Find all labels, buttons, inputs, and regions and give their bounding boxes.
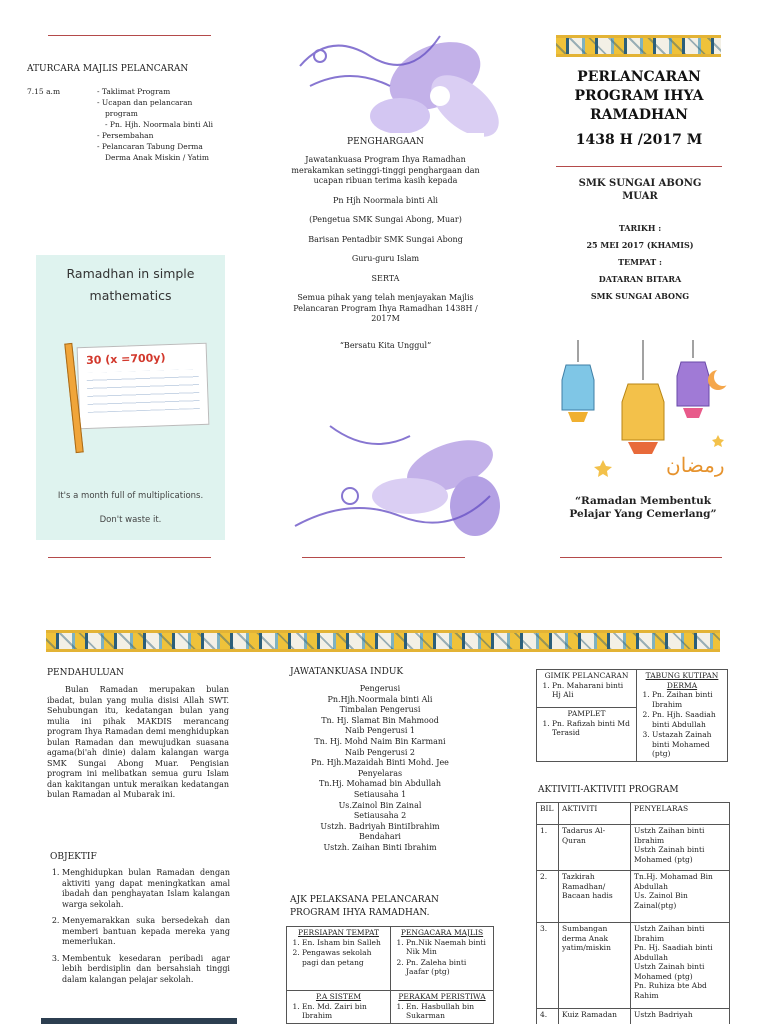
pamplet-cell	[537, 708, 637, 762]
cover-title-line: PROGRAM IHYA	[574, 88, 704, 104]
event-details	[550, 222, 730, 302]
thanks-line: Barisan Pentadbir SMK Sungai Abong	[308, 234, 463, 244]
table-row	[537, 1009, 730, 1024]
objektif-list	[50, 868, 230, 986]
aturcara-item: - Pelancaran Tabung Derma	[97, 142, 203, 151]
committee-line: Pn. Hjh.Mazaidah Binti Mohd. Jee	[311, 758, 449, 768]
thanks-line: (Pengetua SMK Sungai Abong, Muar)	[309, 215, 462, 224]
aturcara-item: - Taklimat Program	[97, 87, 171, 96]
svg-text:رمضان: رمضان	[666, 453, 725, 477]
cover-title-line: RAMADHAN	[590, 107, 688, 123]
committee-line: Pn.Hjh.Noormala binti Ali	[327, 694, 433, 704]
row-activity: Kuiz Ramadan	[559, 1009, 631, 1024]
thanks-line: Guru-guru Islam	[351, 254, 420, 263]
committee-line: Tn. Hj. Mohd Naim Bin Karmani	[314, 736, 446, 746]
penghargaan-para2: Semua pihak yang telah menjayakan Majlis Pelancaran Program Ihya Ramadhan 1438H / 2017M	[293, 293, 478, 323]
pendahuluan-heading: PENDAHULUAN	[47, 668, 124, 678]
jawatankuasa-heading: JAWATANKUASA INDUK	[290, 667, 404, 677]
ajk-member: 1. En. Isham bin Salleh	[302, 938, 387, 948]
aktiviti-heading: AKTIVITI-AKTIVITI PROGRAM	[538, 785, 679, 795]
tabung-member: 1. Pn. Zaihan binti Ibrahim	[652, 690, 724, 709]
ajk-member: 2. Pn. Zaleha binti Jaafar (ptg)	[406, 958, 490, 977]
ajk-heading	[290, 894, 439, 920]
ajk-cell-title: P.A SISTEM	[315, 992, 362, 1001]
thanks-line: SERTA	[371, 273, 400, 283]
pendahuluan-body: Bulan Ramadan merupakan bulan ibadat, bulan yang mulia disisi Allah SWT. Sehubungan itu, kedatangan bulan yang mulia ini pihak MAKDIS merancang program Ihya Ramadan demi menghidupkan bulan Ramadan dan mewujudkan suasana agama(bi'ah dinie) dalam kalangan warga SMK Sungai Abong Muar. Pengisian program ini melibatkan semua guru Islam dan kakitangan untuk meraikan kedatangan bulan Ramadan al Mubarak ini.	[47, 685, 229, 799]
row-coordinator: Tn.Hj. Mohamad Bin Abdullah Us. Zainol Bin Zainal(ptg)	[631, 871, 730, 923]
aturcara-item: - Ucapan dan pelancaran	[97, 98, 193, 107]
row-bil: 1.	[537, 825, 559, 871]
table-row	[537, 923, 730, 1009]
aturcara-heading: ATURCARA MAJLIS PELANCARAN	[27, 64, 189, 74]
committee-line: Ustzh. Zaihan Binti Ibrahim	[323, 842, 437, 852]
aktiviti-table	[536, 802, 730, 1024]
ramadhan-math-card	[36, 255, 225, 540]
gimik-tabung-table	[536, 669, 728, 762]
ajk-heading-line: PROGRAM IHYA RAMADHAN.	[290, 908, 430, 918]
ajk-cell-title: PERAKAM PERISTIWA	[398, 992, 486, 1001]
aturcara-item: - Persembahan	[97, 131, 154, 140]
table-row	[537, 871, 730, 923]
row-coordinator: Ustzh Badriyah	[631, 1009, 730, 1024]
committee-line: Ustzh. Badriyah BintiIbrahim	[320, 821, 440, 831]
penghargaan-heading: PENGHARGAAN	[347, 137, 424, 147]
committee-line: Penyelaras	[357, 768, 403, 778]
ajk-cell	[287, 927, 391, 991]
divider	[48, 35, 211, 36]
table-row	[537, 825, 730, 871]
pattern-band	[46, 630, 720, 652]
card-foot2: Don't waste it.	[99, 515, 162, 525]
row-coordinator: Ustzh Zaihan binti Ibrahim Ustzh Zainah binti Mohamed (ptg)	[631, 825, 730, 871]
penghargaan-para: Jawatankuasa Program Ihya Ramadhan merakamkan setinggi-tinggi penghargaan dan ucapan ribuan terima kasih kepada	[291, 155, 480, 185]
committee-line: Us.Zainol Bin Zainal	[338, 800, 422, 810]
col-header: AKTIVITI	[559, 803, 631, 825]
col-header: BIL	[537, 803, 559, 825]
ajk-cell	[391, 991, 494, 1024]
penghargaan-panel	[287, 133, 484, 415]
committee-line: Bendahari	[359, 832, 401, 842]
motto: “Bersatu Kita Unggul”	[339, 340, 432, 350]
objective-item: 1. Menghidupkan bulan Ramadan dengan aktiviti yang dapat meningkatkan amal ibadah dan penghayatan Islam kalangan warga sekolah.	[62, 868, 230, 910]
notepad-lines	[87, 369, 200, 413]
divider	[48, 557, 211, 558]
ajk-member: 1. En. Hasbullah bin Sukarman	[406, 1002, 490, 1021]
thanks-line: Pn Hjh Noormala binti Ali	[333, 195, 438, 205]
lantern-illustration-icon	[548, 340, 736, 480]
committee-list	[285, 684, 475, 854]
objective-item: 3. Membentuk kesedaran peribadi agar lebih berdisiplin dan bersahsiah tinggi dalam kalangan pelajar sekolah.	[62, 954, 230, 986]
tempat-label: TEMPAT :	[618, 257, 662, 267]
tabung-cell	[637, 670, 728, 762]
card-equation: 30 (x =700y)	[85, 351, 166, 367]
tabung-member: 3. Ustazah Zainah binti Mohamed (ptg)	[652, 730, 724, 759]
committee-line: Pengerusi	[359, 684, 401, 693]
ajk-cell	[391, 927, 494, 991]
cover-year: 1438 H /2017 M	[575, 132, 703, 148]
pattern-band	[556, 35, 721, 57]
committee-line: Naib Pengerusi 2	[344, 747, 416, 757]
aturcara-time: 7.15 a.m	[27, 87, 61, 96]
cover-title-line: PERLANCARAN	[577, 69, 701, 85]
row-bil: 3.	[537, 923, 559, 1009]
row-coordinator: Ustzh Zaihan binti Ibrahim Pn. Hj. Saadiah binti Abdullah Ustzh Zainah binti Mohamed (ptg) Pn. Ruhiza bte Abd Rahim	[631, 923, 730, 1009]
notepad	[77, 343, 210, 429]
committee-line: Naib Pengerusi 1	[344, 726, 416, 736]
cover-quote: “Ramadan Membentuk Pelajar Yang Cemerlang”	[569, 495, 717, 520]
aturcara-item: program	[105, 109, 138, 118]
divider	[560, 557, 722, 558]
aturcara-item: - Pn. Hjh. Noormala binti Ali	[105, 120, 214, 129]
ajk-member: 1. Pn.Nik Naemah binti Nik Min	[406, 938, 490, 957]
tabung-member: 2. Pn. Hjh. Saadiah binti Abdullah	[652, 710, 724, 729]
ajk-cell-title: PERSIAPAN TEMPAT	[298, 928, 379, 937]
committee-line: Tn. Hj. Slamat Bin Mahmood	[321, 715, 439, 725]
gimik-cell	[537, 670, 637, 708]
row-bil: 4.	[537, 1009, 559, 1024]
tarikh-label: TARIKH :	[618, 223, 662, 233]
gimik-member: 1. Pn. Maharani binti Hj Ali	[552, 681, 633, 700]
tabung-title: TABUNG KUTIPAN DERMA	[645, 671, 719, 690]
row-activity: Tadarus Al-Quran	[559, 825, 631, 871]
ajk-cell-title: PENGACARA MAJLIS	[400, 928, 484, 937]
row-bil: 2.	[537, 871, 559, 923]
committee-line: Tn.Hj. Mohamad bin Abdullah	[318, 779, 442, 789]
tarikh-value: 25 MEI 2017 (KHAMIS)	[586, 240, 694, 250]
committee-line: Setiausaha 2	[353, 811, 407, 821]
school-name: SMK SUNGAI ABONG MUAR	[578, 178, 702, 202]
cover-title	[548, 68, 730, 150]
ajk-member: 2. Pengawas sekolah pagi dan petang	[302, 948, 387, 967]
ajk-member: 1. En. Md. Zairi bin Ibrahim	[302, 1002, 387, 1021]
row-activity: Tazkirah Ramadhan/ Bacaan hadis	[559, 871, 631, 923]
ajk-heading-line: AJK PELAKSANA PELANCARAN	[290, 895, 439, 905]
ajk-cell	[287, 991, 391, 1024]
col-header: PENYELARAS	[631, 803, 730, 825]
card-foot1: It's a month full of multiplications.	[57, 491, 204, 501]
pamplet-member: 1. Pn. Rafizah binti Md Terasid	[552, 719, 633, 738]
divider	[556, 166, 722, 167]
gimik-title: GIMIK PELANCARAN	[544, 671, 629, 680]
tempat-value: SMK SUNGAI ABONG	[590, 291, 690, 301]
divider	[302, 557, 465, 558]
pamplet-title: PAMPLET	[567, 709, 606, 718]
objective-item: 2. Menyemarakkan suka bersedekah dan memberi bantuan kepada mereka yang memerlukan.	[62, 916, 230, 948]
footer-bar	[41, 1018, 237, 1024]
ajk-table	[286, 926, 494, 1024]
committee-line: Timbalan Pengerusi	[339, 705, 421, 715]
card-title: Ramadhan in simple mathematics	[66, 266, 195, 303]
aturcara-list	[97, 86, 237, 163]
committee-line: Setiausaha 1	[353, 789, 407, 799]
objektif-heading: OBJEKTIF	[50, 852, 97, 862]
tempat-value: DATARAN BITARA	[598, 274, 682, 284]
aturcara-item: Derma Anak Miskin / Yatim	[105, 153, 210, 162]
row-activity: Sumbangan derma Anak yatim/miskin	[559, 923, 631, 1009]
